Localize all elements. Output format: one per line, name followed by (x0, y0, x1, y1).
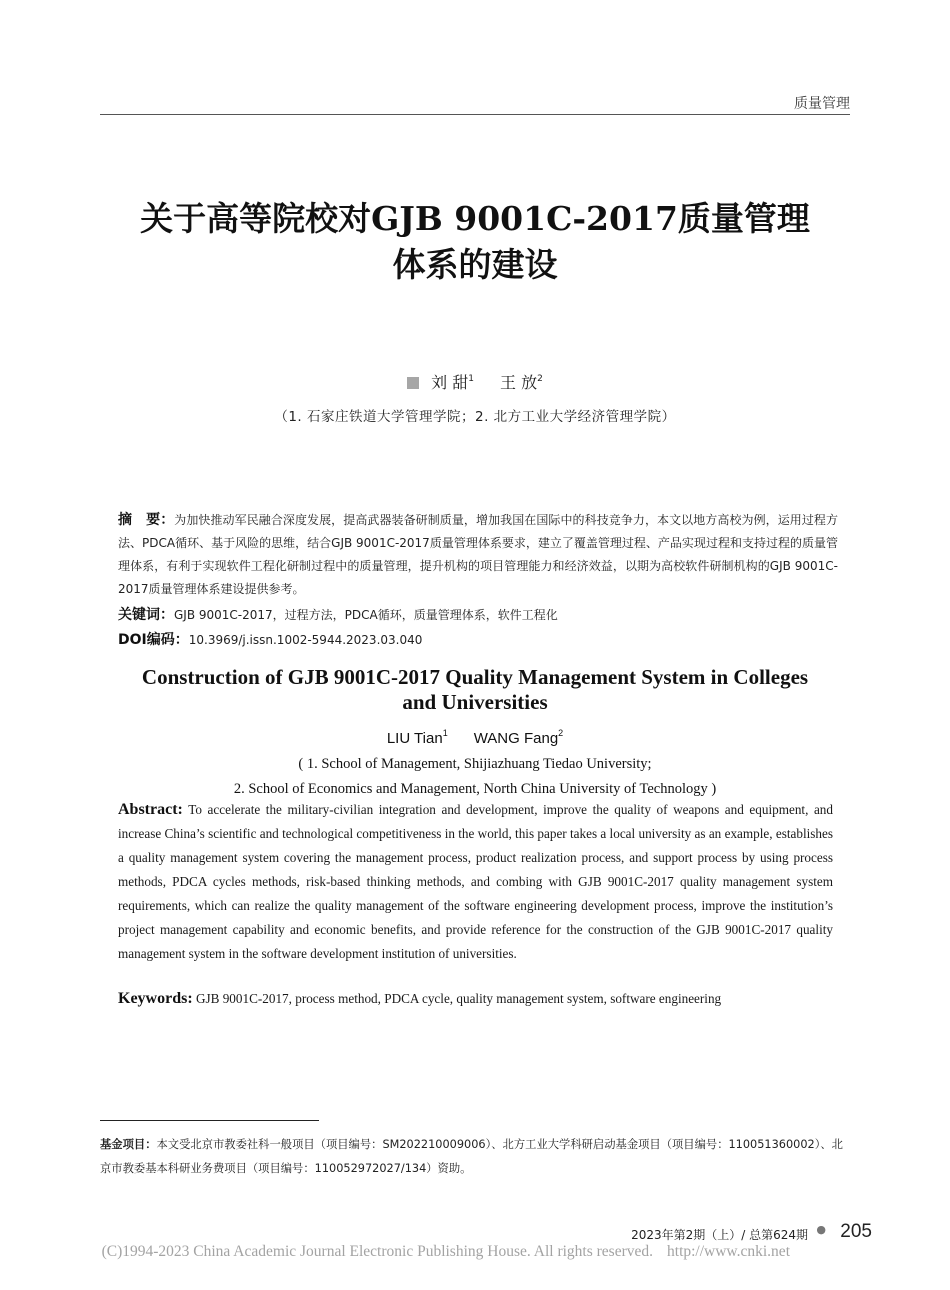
abstract-cn-label: 摘 要： (118, 512, 175, 528)
title-en (90, 665, 860, 715)
keywords-en-label: Keywords: (118, 990, 193, 1007)
author-marker-icon (407, 377, 419, 389)
author-cn-2: 王 放 (500, 373, 538, 392)
doi (118, 629, 838, 649)
section-label: 质量管理 (794, 96, 850, 112)
header-rule (100, 114, 850, 115)
bullet-icon: ● (816, 1223, 826, 1236)
abstract-en-text: To accelerate the military-civilian integration and development, improve the quality of weapons and equipment, and increase China’s scientific and technological competitiveness in the world, this paper takes a local university as an example, establishes a quality management system covering the management process, product realization process, and support process by using process methods, PDCA cycles methods, risk-based thinking methods, and combing with GJB 9001C-2017 quality management system requirements, which can realize the quality management of the software engineering development process, improve the institution’s project management capability and economic benefits, and provide reference for the construction of the GJB 9001C-2017 quality management system in the software development institution of universities. (118, 802, 833, 961)
authors-en (0, 728, 950, 747)
author-cn-2-sup: 2 (537, 374, 543, 384)
keywords-cn (118, 604, 838, 624)
authors-cn (0, 370, 950, 393)
author-cn-1-sup: 1 (468, 374, 474, 384)
abstract-en-label: Abstract: (118, 801, 183, 818)
keywords-en-text: GJB 9001C-2017, process method, PDCA cycle, quality management system, software engineering (195, 991, 722, 1006)
affiliation-en-line2: 2. School of Economics and Management, North China University of Technology ) (233, 781, 717, 797)
title-cn (60, 196, 890, 288)
abstract-cn-text: 为加快推动军民融合深度发展，提高武器装备研制质量，增加我国在国际中的科技竞争力，本文以地方高校为例，运用过程方法、PDCA循环、基于风险的思维，结合GJB 9001C-2017质量管理体系要求，建立了覆盖管理过程、产品实现过程和支持过程的质量管理体系，有利于实现软件工程化研制过程中的质量管理，提升机构的项目管理能力和经济效益，以期为高校软件研制机构的GJB 9001C-2017质量管理体系建设提供参考。 (118, 513, 838, 596)
author-en-1: LIU Tian (386, 730, 443, 747)
keywords-cn-label: 关键词： (118, 607, 174, 623)
author-en-2-sup: 2 (558, 728, 564, 738)
title-en-line1: Construction of GJB 9001C-2017 Quality Management System in Colleges (141, 665, 809, 689)
author-en-1-sup: 1 (442, 728, 448, 738)
copyright-watermark (0, 1243, 790, 1261)
title-en-line2: and Universities (402, 690, 548, 714)
issue-info: 2023年第2期（上）/ 总第624期 (631, 1228, 808, 1242)
keywords-en (118, 990, 850, 1008)
cnki-url[interactable]: http://www.cnki.net (667, 1243, 790, 1260)
fund-text: 本文受北京市教委社科一般项目（项目编号：SM202210009006）、北方工业大学科研启动基金项目（项目编号：110051360002）、北京市教委基本科研业务费项目（项目编号：110052972027/134）资助。 (100, 1138, 843, 1175)
title-cn-line2: 体系的建设 (392, 245, 558, 284)
affiliation-cn: （1. 石家庄铁道大学管理学院；2. 北方工业大学经济管理学院） (274, 409, 676, 425)
author-en-2: WANG Fang (473, 730, 559, 747)
affiliation-en (0, 752, 950, 802)
abstract-en (118, 798, 833, 966)
page-number: 205 (840, 1221, 872, 1242)
doi-label: DOI编码： (118, 632, 189, 648)
abstract-cn (118, 509, 838, 601)
footnote-rule (100, 1120, 319, 1121)
fund-note (100, 1133, 854, 1181)
keywords-cn-text: GJB 9001C-2017，过程方法，PDCA循环，质量管理体系，软件工程化 (174, 608, 558, 622)
affiliation-en-line1: ( 1. School of Management, Shijiazhuang Tiedao University; (298, 756, 652, 772)
title-cn-line1: 关于高等院校对GJB 9001C-2017质量管理 (140, 199, 810, 238)
copyright-text: (C)1994-2023 China Academic Journal Electronic Publishing House. All rights reserved. (101, 1243, 654, 1260)
doi-text[interactable]: 10.3969/j.issn.1002-5944.2023.03.040 (188, 633, 423, 647)
fund-label: 基金项目： (100, 1138, 157, 1151)
author-cn-1: 刘 甜 (431, 373, 469, 392)
